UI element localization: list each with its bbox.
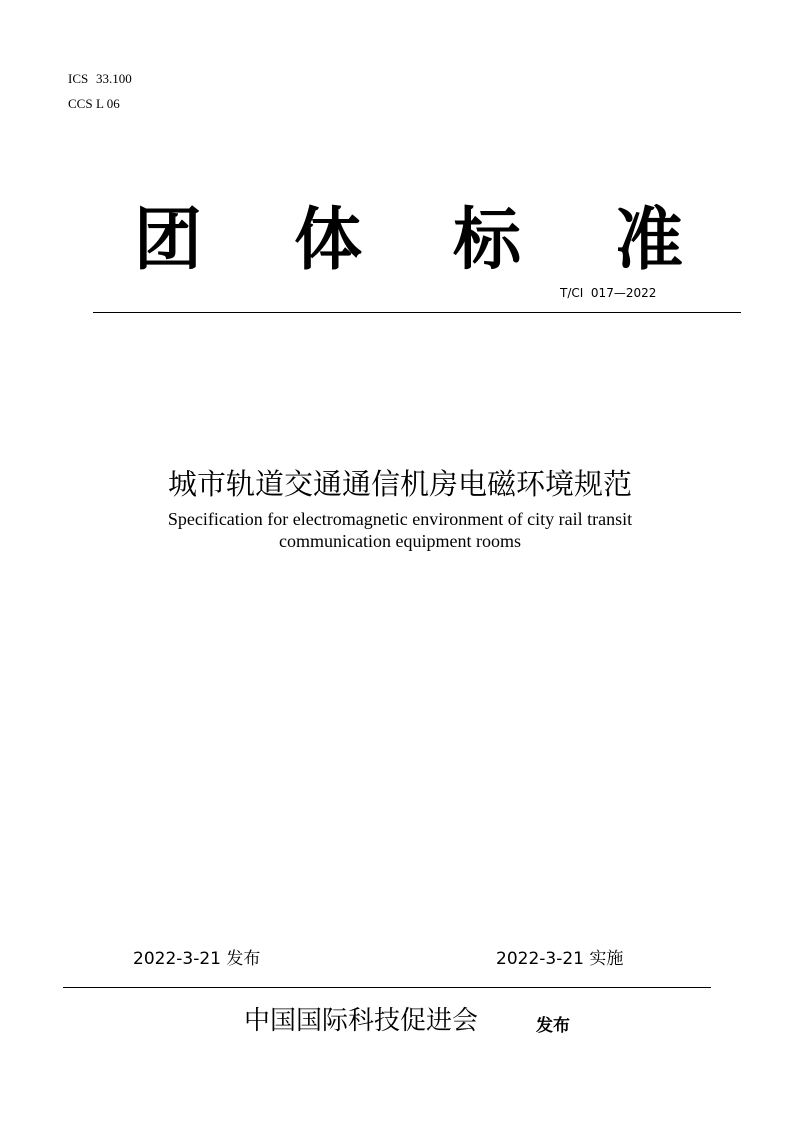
header-divider — [93, 312, 741, 313]
publisher-line — [0, 1004, 800, 1044]
heading-char-3: 标 — [453, 200, 522, 280]
ccs-classification — [68, 96, 120, 112]
ics-label: ICS — [68, 71, 89, 86]
publisher-name: 中国国际科技促进会 — [244, 1006, 479, 1036]
publisher-action: 发布 — [536, 1016, 570, 1036]
implementation-date: 2022-3-21 实施 — [496, 949, 624, 969]
standard-number: T/CI 017—2022 — [560, 286, 657, 300]
title-english-line-1: Specification for electromagnetic environment of city rail transit — [167, 509, 633, 529]
issue-date: 2022-3-21 发布 — [133, 949, 261, 969]
ics-value: 33.100 — [96, 71, 132, 86]
heading-char-2: 体 — [294, 200, 363, 280]
ccs-label: CCS — [68, 96, 93, 111]
standard-type-heading — [0, 198, 800, 288]
footer-divider — [63, 987, 711, 988]
document-title-chinese: 城市轨道交通通信机房电磁环境规范 — [167, 467, 632, 501]
ics-classification — [68, 71, 132, 87]
heading-char-4: 准 — [615, 200, 684, 280]
document-title-english — [0, 508, 800, 552]
ccs-value: L 06 — [96, 96, 120, 111]
heading-char-1: 团 — [134, 200, 203, 280]
title-english-line-2: communication equipment rooms — [279, 531, 521, 551]
